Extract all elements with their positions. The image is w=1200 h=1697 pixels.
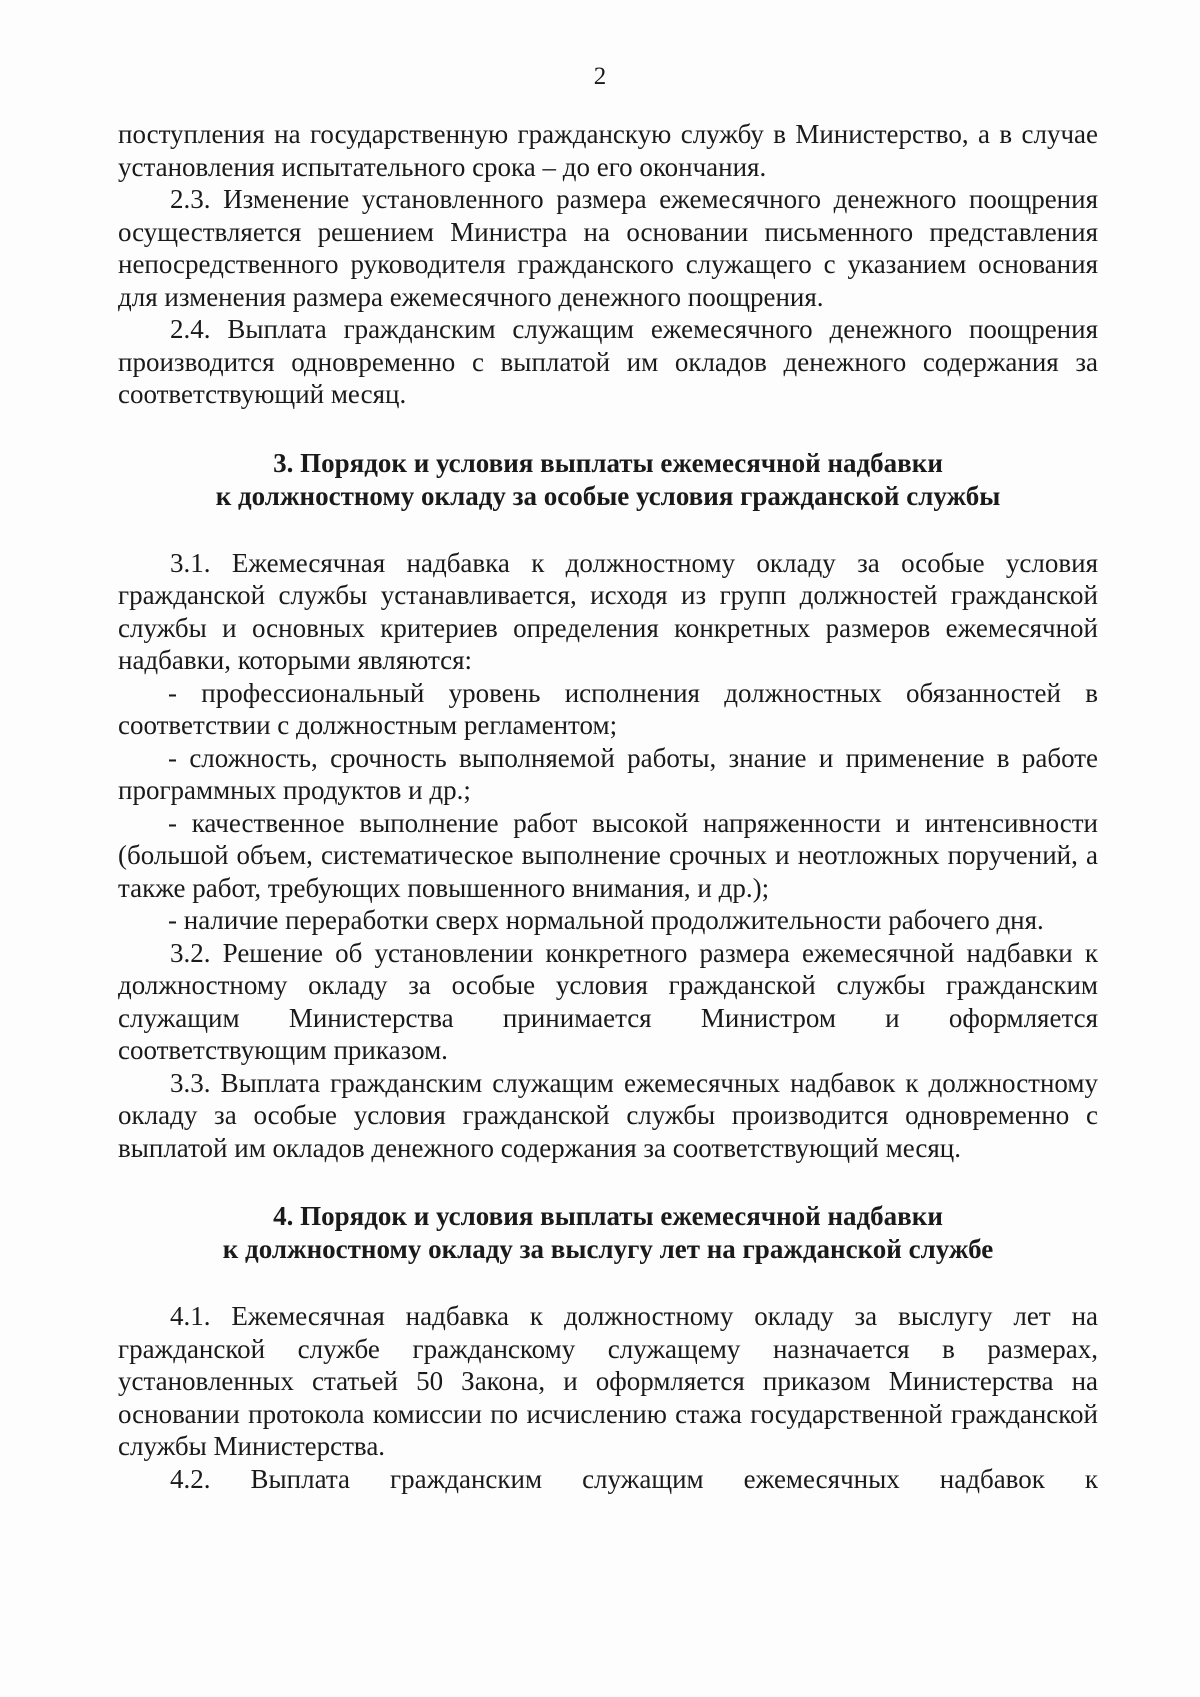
- paragraph-3-2: 3.2. Решение об установлении конкретного размера ежемесячной надбавки к должностному окладу за особые условия гражданской службы гражданским служащим Министерства принимается Министром и оформляется соответствующим приказом.: [118, 937, 1098, 1065]
- section-4-heading-line-1: 4. Порядок и условия выплаты ежемесячной надбавки: [273, 1201, 943, 1231]
- list-item-criterion-2: - сложность, срочность выполняемой работы, знание и применение в работе программных продуктов и др.;: [118, 742, 1098, 805]
- paragraph-3-1: 3.1. Ежемесячная надбавка к должностному окладу за особые условия гражданской службы устанавливается, исходя из групп должностей гражданской службы и основных критериев определения конкретных размеров ежемесячной надбавки, которыми являются:: [118, 547, 1098, 675]
- paragraph-4-1: 4.1. Ежемесячная надбавка к должностному окладу за выслугу лет на гражданской службе гражданскому служащему назначается в размерах, установленных статьей 50 Закона, и оформляется приказом Министерства на основании протокола комиссии по исчислению стажа государственной гражданской службы Министерства.: [118, 1301, 1098, 1461]
- paragraph-4-2: 4.2. Выплата гражданским служащим ежемесячных надбавок к: [170, 1463, 1098, 1494]
- list-item-criterion-4: - наличие переработки сверх нормальной продолжительности рабочего дня.: [168, 905, 1044, 935]
- list-item-criterion-3: - качественное выполнение работ высокой напряженности и интенсивности (большой объем, систематическое выполнение срочных и неотложных поручений, а также работ, требующих повышенного внимания, и др.);: [118, 807, 1098, 903]
- section-4-heading-line-2: к должностному окладу за выслугу лет на гражданской службе: [222, 1234, 994, 1264]
- section-3-heading: [118, 447, 1098, 513]
- section-3-heading-line-2: к должностному окладу за особые условия гражданской службы: [215, 480, 1001, 511]
- paragraph-3-3: 3.3. Выплата гражданским служащим ежемесячных надбавок к должностному окладу за особые условия гражданской службы производится одновременно с выплатой им окладов денежного содержания за соответствующий месяц.: [118, 1067, 1098, 1163]
- paragraph-2-4: 2.4. Выплата гражданским служащим ежемесячного денежного поощрения производится одновременно с выплатой им окладов денежного содержания за соответствующий месяц.: [118, 314, 1098, 409]
- section-3-heading-line-1: 3. Порядок и условия выплаты ежемесячной надбавки: [273, 447, 943, 478]
- page-number: 2: [593, 63, 607, 90]
- document-body: [118, 118, 1098, 1495]
- section-4-heading: [118, 1200, 1098, 1266]
- paragraph-2-3: 2.3. Изменение установленного размера ежемесячного денежного поощрения осуществляется решением Министра на основании письменного представления непосредственного руководителя гражданского служащего с указанием основания для изменения размера ежемесячного денежного поощрения.: [118, 184, 1098, 312]
- list-item-criterion-1: - профессиональный уровень исполнения должностных обязанностей в соответствии с должностным регламентом;: [118, 677, 1098, 740]
- paragraph-continuation: поступления на государственную гражданскую службу в Министерство, а в случае установления испытательного срока – до его окончания.: [118, 119, 1098, 182]
